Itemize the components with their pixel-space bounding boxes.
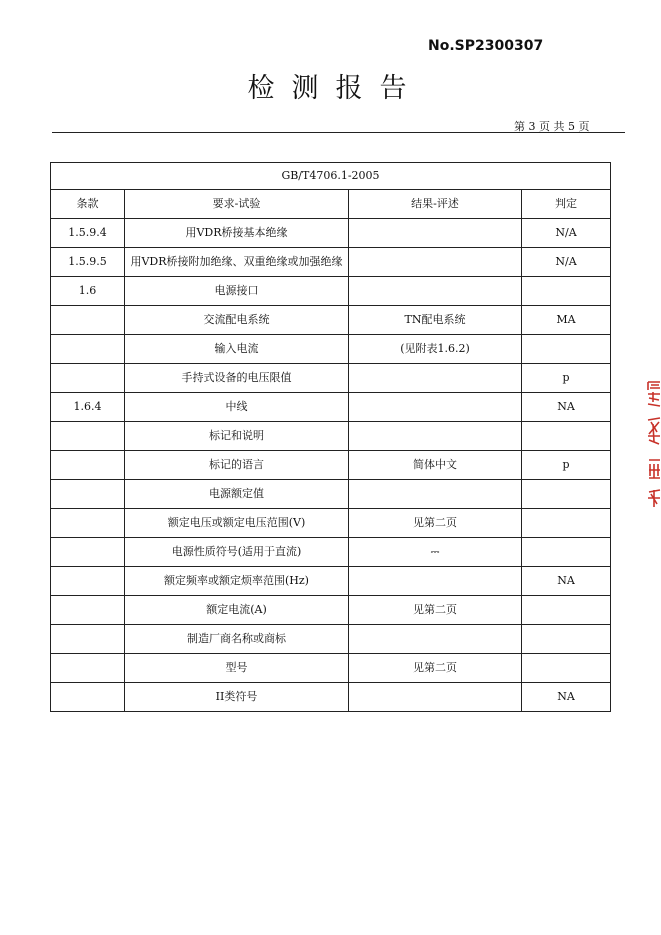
clause-cell (51, 567, 125, 596)
result-cell: 见第二页 (349, 509, 522, 538)
clause-cell (51, 451, 125, 480)
result-cell (349, 393, 522, 422)
result-cell: ⎓ (349, 538, 522, 567)
result-cell: 简体中文 (349, 451, 522, 480)
table-row (51, 480, 611, 509)
verdict-cell: p (522, 364, 611, 393)
verdict-cell (522, 596, 611, 625)
requirement-cell: 输入电流 (125, 335, 349, 364)
verdict-cell (522, 538, 611, 567)
column-header-requirement: 要求-试验 (125, 190, 349, 219)
table-row (51, 567, 611, 596)
table-row (51, 451, 611, 480)
header-rule (52, 132, 625, 133)
verdict-cell: p (522, 451, 611, 480)
clause-cell (51, 509, 125, 538)
verdict-cell: MA (522, 306, 611, 335)
requirement-cell: 用VDR桥接基本绝缘 (125, 219, 349, 248)
standard-cell: GB/T4706.1-2005 (51, 163, 611, 190)
result-cell (349, 567, 522, 596)
clause-cell (51, 335, 125, 364)
column-header-verdict: 判定 (522, 190, 611, 219)
clause-cell (51, 306, 125, 335)
verdict-cell (522, 625, 611, 654)
verdict-cell (522, 422, 611, 451)
report-number: No.SP2300307 (428, 38, 544, 54)
clause-cell: 1.6.4 (51, 393, 125, 422)
verdict-cell: N/A (522, 248, 611, 277)
verdict-cell (522, 480, 611, 509)
report-title: 检测报告 (247, 73, 424, 104)
result-cell (349, 683, 522, 712)
table-row (51, 364, 611, 393)
clause-cell: 1.5.9.4 (51, 219, 125, 248)
clause-cell: 1.6 (51, 277, 125, 306)
table-row (51, 277, 611, 306)
clause-cell (51, 654, 125, 683)
clause-cell (51, 683, 125, 712)
clause-cell: 1.5.9.5 (51, 248, 125, 277)
table-row (51, 393, 611, 422)
clause-cell (51, 538, 125, 567)
requirement-cell: II类符号 (125, 683, 349, 712)
table-row (51, 335, 611, 364)
table-row (51, 683, 611, 712)
verdict-cell: N/A (522, 219, 611, 248)
stamp-seal-fragment (645, 380, 661, 508)
table-row (51, 219, 611, 248)
table-row (51, 596, 611, 625)
table-row (51, 654, 611, 683)
result-cell: 见第二页 (349, 596, 522, 625)
result-cell (349, 480, 522, 509)
requirement-cell: 电源性质符号(适用于直流) (125, 538, 349, 567)
clause-cell (51, 625, 125, 654)
result-cell: TN配电系统 (349, 306, 522, 335)
clause-cell (51, 364, 125, 393)
table-row (51, 509, 611, 538)
requirement-cell: 标记的语言 (125, 451, 349, 480)
table-row (51, 422, 611, 451)
requirement-cell: 交流配电系统 (125, 306, 349, 335)
requirement-cell: 用VDR桥接附加绝缘、双重绝缘或加强绝缘 (125, 248, 349, 277)
result-cell (349, 219, 522, 248)
verdict-cell (522, 509, 611, 538)
requirement-cell: 额定电流(A) (125, 596, 349, 625)
page-info: 第 3 页 共 5 页 (514, 120, 590, 133)
column-header-clause: 条款 (51, 190, 125, 219)
requirement-cell: 标记和说明 (125, 422, 349, 451)
verdict-cell (522, 277, 611, 306)
requirement-cell: 型号 (125, 654, 349, 683)
column-header-result: 结果-评述 (349, 190, 522, 219)
result-cell: (见附表1.6.2) (349, 335, 522, 364)
result-cell (349, 277, 522, 306)
verdict-cell (522, 335, 611, 364)
report-table (50, 162, 611, 712)
requirement-cell: 额定电压或额定电压范围(V) (125, 509, 349, 538)
requirement-cell: 制造厂商名称或商标 (125, 625, 349, 654)
clause-cell (51, 596, 125, 625)
verdict-cell: NA (522, 683, 611, 712)
table-row (51, 248, 611, 277)
result-cell (349, 364, 522, 393)
clause-cell (51, 480, 125, 509)
requirement-cell: 电源额定值 (125, 480, 349, 509)
result-cell (349, 422, 522, 451)
table-row (51, 538, 611, 567)
table-row (51, 625, 611, 654)
requirement-cell: 额定频率或额定烦率范围(Hz) (125, 567, 349, 596)
result-cell: 见第二页 (349, 654, 522, 683)
result-cell (349, 625, 522, 654)
requirement-cell: 手持式设备的电压限值 (125, 364, 349, 393)
verdict-cell (522, 654, 611, 683)
table-row (51, 306, 611, 335)
clause-cell (51, 422, 125, 451)
verdict-cell: NA (522, 393, 611, 422)
result-cell (349, 248, 522, 277)
requirement-cell: 电源接口 (125, 277, 349, 306)
requirement-cell: 中线 (125, 393, 349, 422)
verdict-cell: NA (522, 567, 611, 596)
